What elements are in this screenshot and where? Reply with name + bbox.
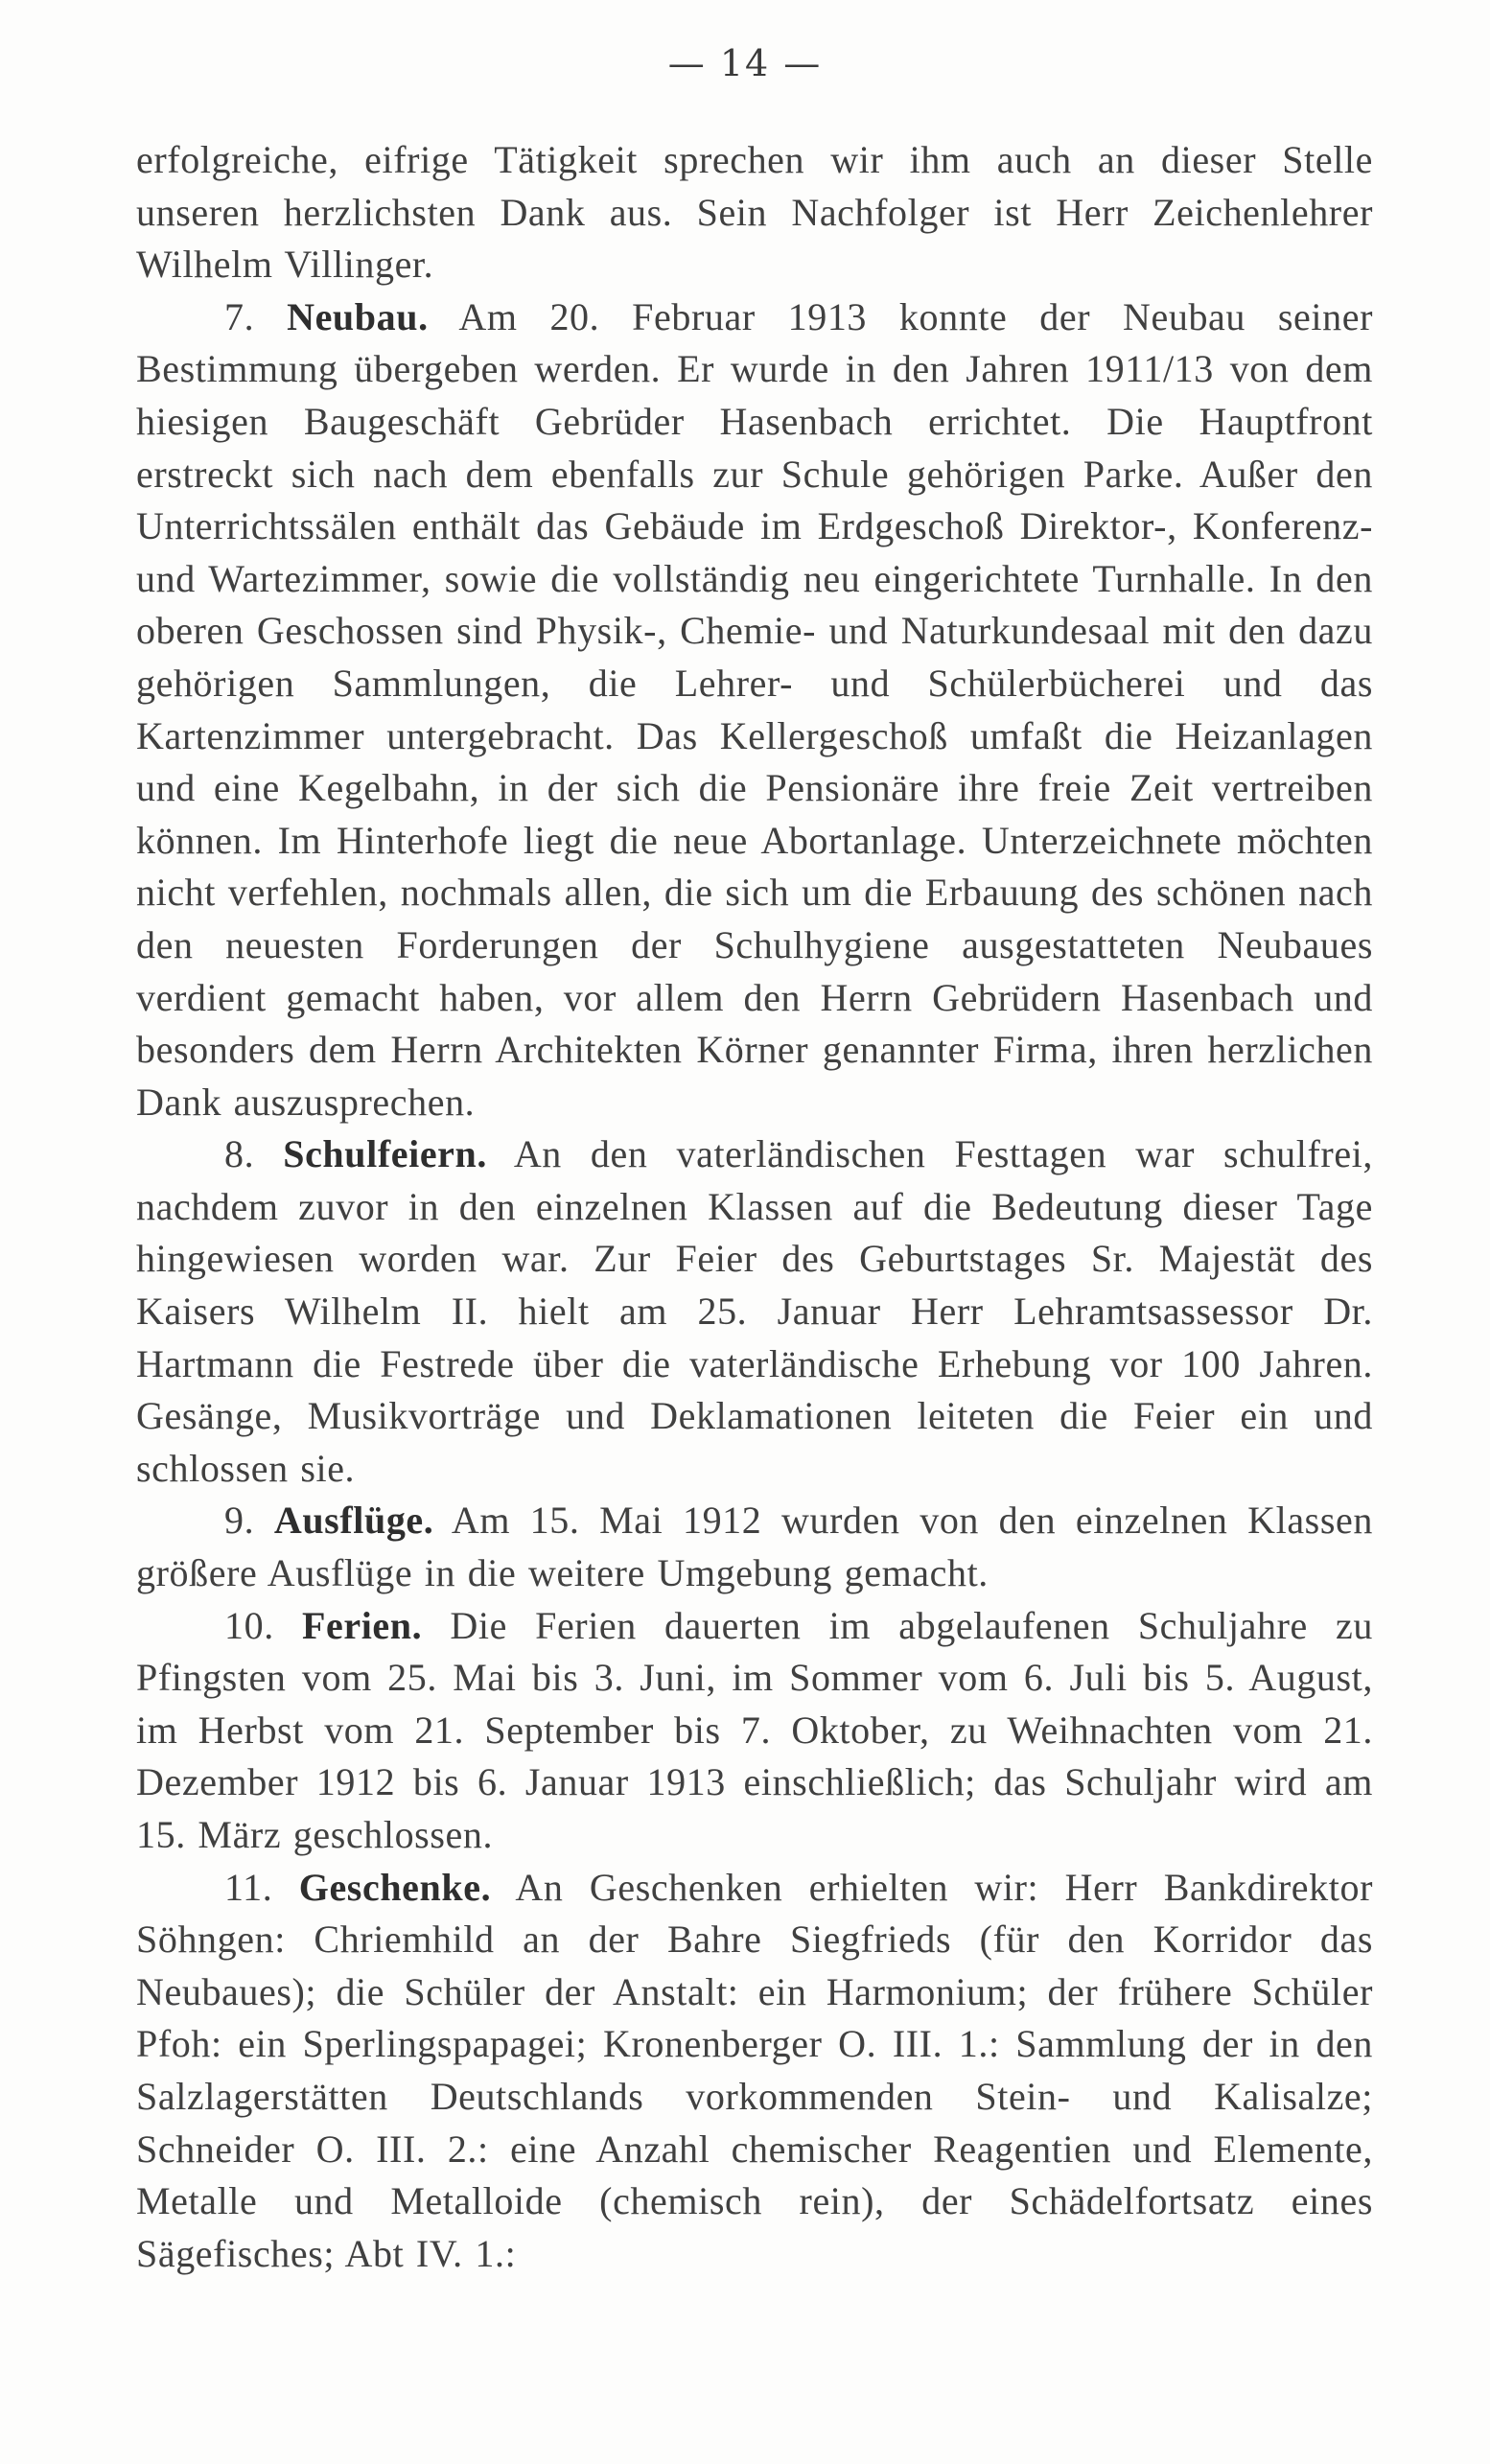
section-title: Geschenke. [298, 1865, 492, 1909]
section-neubau [136, 291, 1373, 1129]
section-number: 9. [224, 1499, 255, 1543]
section-geschenke [136, 1862, 1373, 2281]
section-text: An den vaterländischen Festtagen war schulfrei, nachdem zuvor in den einzelnen Klassen auf die Bedeutung dieser Tage hingewiesen worden war. Zur Feier des Geburtstages Sr. Majestät des Kaisers Wilhelm II. hielt am 25. Januar Herr Lehramtsassessor Dr. Hartmann die Festrede über die vaterländische Erhebung vor 100 Jahren. Gesänge, Musikvorträge und Deklamationen leiteten die Feier ein und schlossen sie. [136, 1132, 1373, 1490]
section-number: 7. [224, 294, 255, 338]
section-title: Ausflüge. [273, 1499, 434, 1543]
section-text: Die Ferien dauerten im abgelaufenen Schuljahre zu Pfingsten vom 25. Mai bis 3. Juni, im Sommer vom 6. Juli bis 5. August, im Herbst vom 21. September bis 7. Oktober, zu Weihnachten vom 21. Dezember 1912 bis 6. Januar 1913 einschließlich; das Schuljahr wird am 15. März geschlossen. [136, 1603, 1373, 1856]
section-title: Ferien. [301, 1603, 423, 1647]
section-number: 11. [224, 1865, 273, 1909]
section-text: Am 20. Februar 1913 konnte der Neubau seiner Bestimmung übergeben werden. Er wurde in den Jahren 1911/13 von dem hiesigen Baugeschäft Gebrüder Hasenbach errichtet. Die Hauptfront erstreckt sich nach dem ebenfalls zur Schule gehörigen Parke. Außer den Unterrichtssälen enthält das Gebäude im Erdgeschoß Direktor-, Konferenz- und Wartezimmer, sowie die vollständig neu eingerichtete Turnhalle. In den oberen Geschossen sind Physik-, Chemie- und Naturkundesaal mit den dazu gehörigen Sammlungen, die Lehrer- und Schülerbücherei und das Kartenzimmer untergebracht. Das Kellergeschoß umfaßt die Heizanlagen und eine Kegelbahn, in der sich die Pensionäre ihre freie Zeit vertreiben können. Im Hinterhofe liegt die neue Abortanlage. Unterzeichnete möchten nicht verfehlen, nochmals allen, die sich um die Erbauung des schönen nach den neuesten Forderungen der Schulhygiene ausgestatteten Neubaues verdient gemacht haben, vor allem den Herrn Gebrüdern Hasenbach und besonders dem Herrn Architekten Körner genannter Firma, ihren herzlichen Dank auszusprechen. [136, 294, 1373, 1124]
section-number: 8. [224, 1132, 255, 1176]
section-ausfluege [136, 1495, 1373, 1599]
page-number: — 14 — [667, 42, 823, 84]
section-schulfeiern [136, 1128, 1373, 1495]
section-number: 10. [224, 1603, 274, 1647]
body-text [136, 134, 1373, 2280]
section-text: An Geschenken erhielten wir: Herr Bankdirektor Söhngen: Chriemhild an der Bahre Siegfrieds (für den Korridor das Neubaues); die Schüler der Anstalt: ein Harmonium; der frühere Schüler Pfoh: ein Sperlingspapagei; Kronenberger O. III. 1.: Sammlung der in den Salzlagerstätten Deutschlands vorkommenden Stein- und Kalisalze; Schneider O. III. 2.: eine Anzahl chemischer Reagentien und Elemente, Metalle und Metalloide (chemisch rein), der Schädelfortsatz eines Sägefisches; Abt IV. 1.: [136, 1865, 1373, 2275]
section-title: Schulfeiern. [283, 1132, 487, 1176]
paragraph-continuation: erfolgreiche, eifrige Tätigkeit sprechen wir ihm auch an dieser Stelle unseren herzlichsten Dank aus. Sein Nachfolger ist Herr Zeichenlehrer Wilhelm Villinger. [136, 138, 1373, 287]
section-text: Am 15. Mai 1912 wurden von den einzelnen Klassen größere Ausflüge in die weitere Umgebung gemacht. [136, 1499, 1373, 1595]
section-title: Neubau. [287, 294, 429, 338]
section-ferien [136, 1600, 1373, 1862]
